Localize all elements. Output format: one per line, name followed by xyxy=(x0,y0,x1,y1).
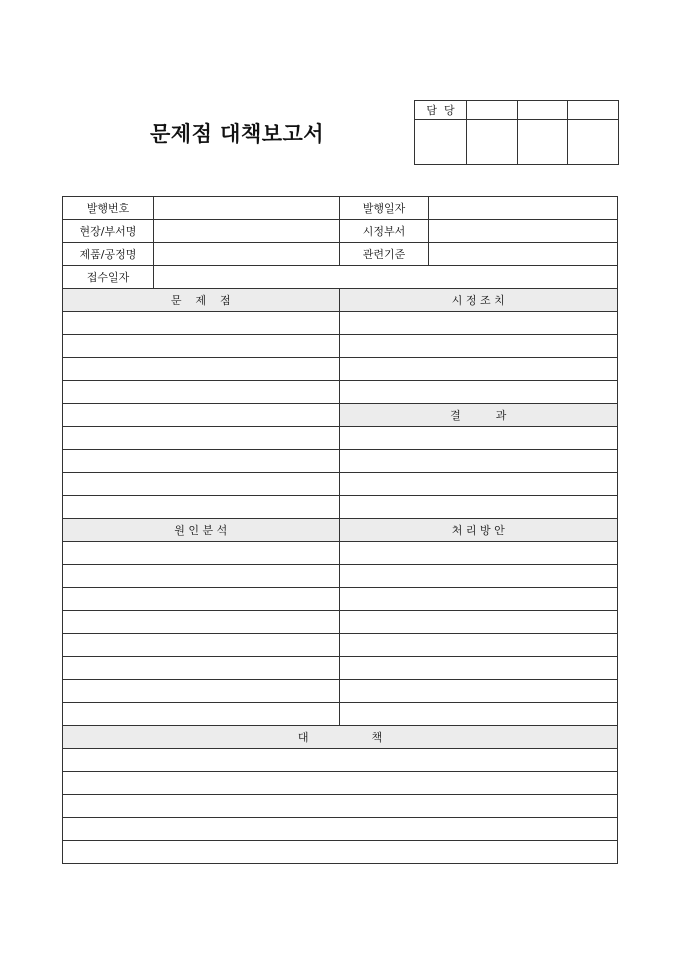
corrective-action-header: 시 정 조 치 xyxy=(339,289,618,312)
corrective-action-line[interactable] xyxy=(339,335,618,358)
problem-line[interactable] xyxy=(63,312,340,335)
result-line[interactable] xyxy=(339,496,618,519)
approval-head-cell[interactable] xyxy=(467,101,518,120)
cause-analysis-line[interactable] xyxy=(63,634,340,657)
product-process-label: 제품/공정명 xyxy=(63,243,154,266)
corrective-action-line[interactable] xyxy=(339,312,618,335)
cause-analysis-header: 원 인 분 석 xyxy=(63,519,340,542)
problem-header: 문 제 점 xyxy=(63,289,340,312)
issue-number-label: 발행번호 xyxy=(63,197,154,220)
problem-line[interactable] xyxy=(63,450,340,473)
disposition-line[interactable] xyxy=(339,703,618,726)
disposition-line[interactable] xyxy=(339,588,618,611)
countermeasure-line[interactable] xyxy=(63,795,618,818)
corrective-action-line[interactable] xyxy=(339,358,618,381)
cause-analysis-line[interactable] xyxy=(63,588,340,611)
disposition-line[interactable] xyxy=(339,542,618,565)
cause-analysis-line[interactable] xyxy=(63,703,340,726)
corrective-department-field[interactable] xyxy=(429,220,618,243)
approval-sign-cell[interactable] xyxy=(467,120,518,165)
disposition-line[interactable] xyxy=(339,634,618,657)
disposition-line[interactable] xyxy=(339,565,618,588)
cause-analysis-line[interactable] xyxy=(63,680,340,703)
approval-sign-cell[interactable] xyxy=(415,120,467,165)
countermeasure-line[interactable] xyxy=(63,749,618,772)
related-standard-field[interactable] xyxy=(429,243,618,266)
document-title: 문제점 대책보고서 xyxy=(150,122,325,146)
countermeasure-header: 대 책 xyxy=(63,726,618,749)
approval-head-cell[interactable] xyxy=(517,101,568,120)
approval-head-cell[interactable] xyxy=(568,101,619,120)
issue-date-label: 발행일자 xyxy=(339,197,429,220)
disposition-header: 처 리 방 안 xyxy=(339,519,618,542)
disposition-line[interactable] xyxy=(339,657,618,680)
cause-analysis-line[interactable] xyxy=(63,542,340,565)
site-department-field[interactable] xyxy=(153,220,339,243)
countermeasure-line[interactable] xyxy=(63,841,618,864)
approval-box xyxy=(414,100,619,165)
result-header: 결 과 xyxy=(339,404,618,427)
issue-date-field[interactable] xyxy=(429,197,618,220)
issue-number-field[interactable] xyxy=(153,197,339,220)
cause-analysis-line[interactable] xyxy=(63,565,340,588)
countermeasure-line[interactable] xyxy=(63,772,618,795)
disposition-line[interactable] xyxy=(339,611,618,634)
problem-line[interactable] xyxy=(63,335,340,358)
cause-analysis-line[interactable] xyxy=(63,657,340,680)
problem-line[interactable] xyxy=(63,358,340,381)
corrective-action-line[interactable] xyxy=(339,381,618,404)
related-standard-label: 관련기준 xyxy=(339,243,429,266)
problem-line[interactable] xyxy=(63,427,340,450)
problem-line[interactable] xyxy=(63,381,340,404)
product-process-field[interactable] xyxy=(153,243,339,266)
disposition-line[interactable] xyxy=(339,680,618,703)
countermeasure-line[interactable] xyxy=(63,818,618,841)
receipt-date-field[interactable] xyxy=(153,266,617,289)
approval-sign-cell[interactable] xyxy=(517,120,568,165)
corrective-department-label: 시정부서 xyxy=(339,220,429,243)
cause-analysis-line[interactable] xyxy=(63,611,340,634)
site-department-label: 현장/부서명 xyxy=(63,220,154,243)
approval-sign-cell[interactable] xyxy=(568,120,619,165)
problem-line[interactable] xyxy=(63,473,340,496)
result-line[interactable] xyxy=(339,473,618,496)
receipt-date-label: 접수일자 xyxy=(63,266,154,289)
result-line[interactable] xyxy=(339,427,618,450)
result-line[interactable] xyxy=(339,450,618,473)
report-form xyxy=(62,196,618,864)
problem-line[interactable] xyxy=(63,496,340,519)
approval-label: 담 당 xyxy=(415,101,467,120)
problem-line[interactable] xyxy=(63,404,340,427)
